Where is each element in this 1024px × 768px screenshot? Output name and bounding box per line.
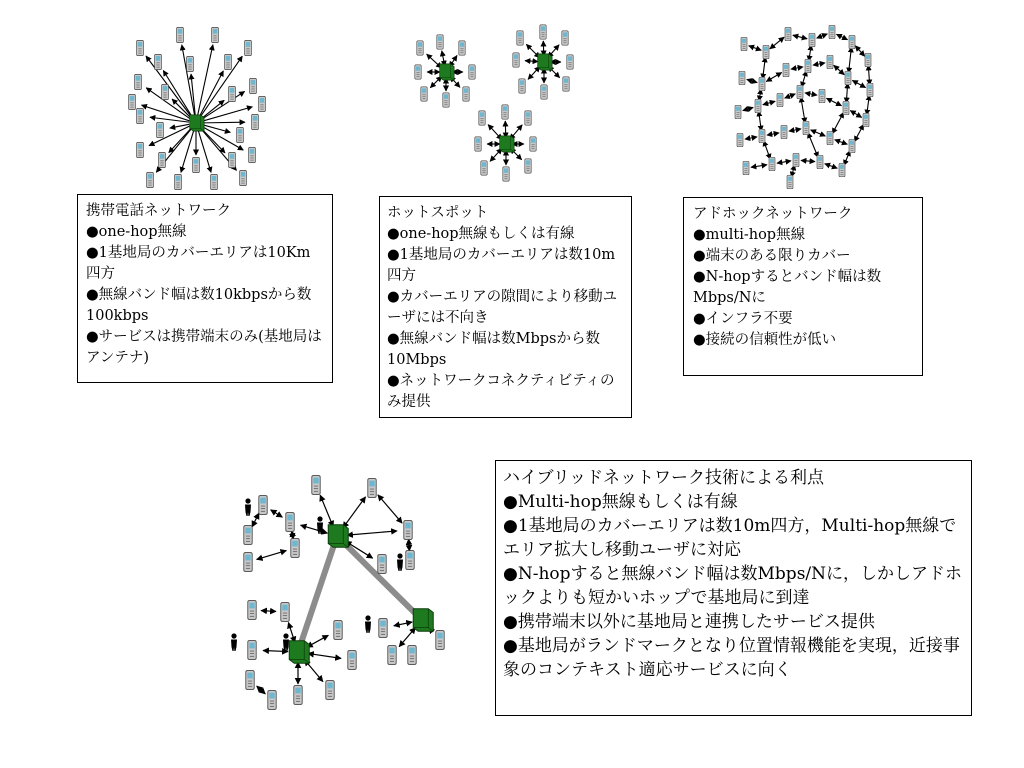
link-arrow: [292, 531, 294, 539]
phone-icon: [827, 131, 833, 145]
base-station-icon: [289, 641, 309, 664]
panel-title: アドホックネットワーク: [693, 206, 853, 222]
link-arrow: [745, 137, 757, 139]
phone-icon: [245, 40, 252, 55]
link-arrow: [793, 35, 807, 39]
phone-icon: [415, 65, 421, 79]
link-arrow: [763, 101, 775, 104]
phone-icon: [348, 651, 356, 670]
link-arrow: [320, 495, 333, 527]
phone-icon: [246, 671, 254, 690]
link-arrow: [868, 65, 869, 85]
phone-icon: [839, 163, 845, 177]
hotspot-network-diagram: [415, 25, 573, 181]
link-arrow: [854, 124, 863, 141]
link-arrow: [378, 495, 402, 523]
panel-item: ●1基地局のカバーエリアは数10m四方: [387, 247, 616, 284]
link-arrow: [751, 165, 767, 167]
link-arrow: [749, 46, 762, 51]
phone-icon: [187, 56, 194, 71]
phone-icon: [769, 157, 775, 171]
phone-icon: [785, 27, 791, 41]
phone-icon: [459, 41, 465, 55]
phone-icon: [829, 25, 835, 39]
panel-title: 携帯電話ネットワーク: [86, 203, 231, 219]
phone-icon: [135, 74, 142, 89]
link-arrow: [766, 73, 781, 82]
phone-icon: [368, 479, 376, 498]
hybrid-advantages-panel: [495, 460, 972, 716]
phone-icon: [406, 551, 414, 570]
link-arrow: [347, 531, 397, 535]
phone-icon: [737, 133, 743, 147]
phone-icon: [513, 53, 519, 67]
link-arrow: [826, 98, 841, 106]
phone-icon: [286, 513, 294, 532]
phone-icon: [229, 86, 236, 101]
phone-icon: [479, 111, 485, 125]
panel-item: ●ネットワークコネクティビティのみ提供: [387, 373, 615, 410]
phone-icon: [763, 45, 769, 59]
base-station-icon: [538, 54, 552, 70]
link-arrow: [767, 133, 779, 135]
phone-icon: [211, 174, 218, 189]
phone-icon: [129, 94, 136, 109]
link-arrow: [785, 94, 796, 98]
link-arrow: [343, 497, 366, 528]
phone-icon: [805, 59, 811, 73]
phone-icon: [294, 686, 302, 705]
panel-item: ●multi-hop無線: [693, 227, 806, 243]
phone-icon: [147, 172, 154, 187]
link-arrow: [271, 510, 283, 517]
phone-icon: [475, 137, 481, 151]
phone-icon: [517, 31, 523, 45]
wired-link: [298, 536, 337, 652]
link-arrow: [181, 130, 194, 173]
phone-icon: [803, 121, 809, 135]
phone-icon: [249, 147, 256, 162]
panel-item: ●インフラ不要: [693, 311, 793, 327]
phone-icon: [443, 93, 449, 107]
phone-icon: [865, 53, 871, 67]
phone-icon: [562, 31, 568, 45]
phone-icon: [519, 79, 525, 93]
link-arrow: [257, 686, 266, 694]
link-arrow: [763, 57, 766, 79]
phone-icon: [793, 153, 799, 167]
panel-item: ●one-hop無線もしくは有線: [387, 226, 575, 242]
phone-icon: [503, 167, 509, 181]
phone-icon: [525, 111, 531, 125]
phone-icon: [781, 125, 787, 139]
panel-item: ●カバーエリアの隙間により移動ユーザには不向き: [387, 289, 618, 326]
phone-icon: [759, 129, 765, 143]
link-arrow: [791, 67, 803, 69]
phone-icon: [404, 521, 412, 540]
link-arrow: [263, 650, 288, 651]
hotspot-panel: [379, 196, 632, 418]
link-arrow: [200, 56, 242, 117]
phone-icon: [162, 84, 169, 99]
phone-icon: [421, 87, 427, 101]
link-arrow: [809, 45, 811, 61]
phone-icon: [849, 139, 855, 153]
phone-icon: [175, 174, 182, 189]
link-arrow: [288, 622, 295, 642]
phone-icon: [463, 87, 469, 101]
phone-icon: [863, 113, 869, 127]
link-arrow: [834, 65, 845, 74]
link-arrow: [844, 151, 850, 166]
phone-icon: [735, 105, 741, 119]
phone-icon: [244, 526, 252, 545]
link-arrow: [759, 111, 762, 131]
phone-icon: [326, 681, 334, 700]
phone-icon: [237, 127, 244, 142]
panel-item: ●基地局がランドマークとなり位置情報機能を実現，近接事象のコンテキスト適応サービスに向く: [503, 636, 960, 680]
link-arrow: [850, 111, 861, 118]
panel-item: ●N-hopするとバンド幅は数Mbps/Nに: [693, 269, 882, 306]
phone-icon: [819, 89, 825, 103]
phone-icon: [502, 105, 508, 119]
link-arrow: [743, 107, 753, 110]
link-arrow: [801, 97, 805, 123]
link-arrow: [307, 635, 329, 647]
phone-icon: [541, 85, 547, 99]
adhoc-network-diagram: [735, 25, 873, 189]
link-arrow: [308, 653, 341, 658]
phone-icon: [250, 78, 257, 93]
link-arrow: [836, 34, 847, 40]
link-arrow: [832, 112, 843, 133]
person-icon: [245, 498, 251, 516]
base-station-icon: [190, 115, 204, 131]
person-icon: [283, 633, 289, 651]
phone-icon: [777, 93, 783, 107]
link-arrow: [867, 95, 870, 115]
base-station-icon: [328, 525, 348, 548]
phone-icon: [759, 77, 765, 91]
link-arrow: [777, 161, 791, 163]
link-arrow: [203, 122, 245, 123]
link-arrow: [301, 525, 328, 533]
phone-icon: [563, 77, 569, 91]
phone-icon: [229, 152, 236, 167]
panel-title: ホットスポット: [387, 205, 489, 221]
link-arrow: [399, 628, 415, 647]
phone-icon: [567, 55, 573, 69]
phone-icon: [408, 646, 416, 665]
base-station-icon: [413, 609, 433, 632]
phone-icon: [743, 161, 749, 175]
phone-icon: [540, 25, 546, 39]
phone-icon: [378, 555, 386, 574]
panel-item: ●Multi-hop無線もしくは有線: [503, 492, 738, 512]
phone-icon: [268, 691, 276, 710]
link-arrow: [150, 117, 189, 122]
link-arrow: [835, 140, 848, 145]
phone-icon: [417, 41, 423, 55]
base-station-icon: [440, 64, 454, 80]
phone-icon: [157, 122, 164, 137]
panel-item: ●サービスは携帯端末のみ(基地局はアンテナ): [86, 329, 322, 366]
link-arrow: [199, 71, 223, 117]
person-icon: [231, 633, 237, 651]
phone-icon: [252, 114, 259, 129]
phone-icon: [225, 54, 232, 69]
phone-icon: [437, 35, 443, 49]
phone-icon: [291, 539, 299, 558]
phone-icon: [845, 71, 851, 85]
phone-icon: [388, 646, 396, 665]
phone-icon: [741, 37, 747, 51]
panel-item: ●one-hop無線: [86, 224, 187, 240]
hybrid-network-diagram: [231, 476, 444, 710]
phone-icon: [193, 157, 200, 172]
link-arrow: [490, 148, 502, 161]
phone-icon: [739, 71, 745, 85]
phone-icon: [797, 85, 803, 99]
link-arrow: [808, 133, 818, 158]
phone-icon: [259, 96, 266, 111]
link-arrow: [801, 71, 806, 87]
link-arrow: [409, 539, 410, 551]
phone-icon: [137, 142, 144, 157]
link-arrow: [257, 551, 287, 560]
link-arrow: [394, 622, 412, 626]
panel-title: ハイブリッドネットワーク技術による利点: [503, 468, 824, 488]
phone-icon: [155, 54, 162, 69]
phone-icon: [809, 33, 815, 47]
panel-item: ●無線バンド幅は数Mbpsから数10Mbps: [387, 331, 601, 368]
link-arrow: [801, 160, 815, 161]
phone-icon: [827, 55, 833, 69]
link-arrow: [764, 141, 771, 160]
phone-icon: [817, 155, 823, 169]
link-arrow: [747, 79, 757, 82]
phone-icon: [843, 101, 849, 115]
phone-icon: [248, 601, 256, 620]
link-arrow: [811, 130, 826, 136]
cellular-network-panel: [77, 194, 333, 383]
phone-icon: [137, 40, 144, 55]
panel-item: ●携帯端末以外に基地局と連携したサービス提供: [503, 612, 875, 632]
phone-icon: [177, 27, 184, 42]
panel-item: ●接続の信頼性が低い: [693, 332, 837, 348]
panel-item: ●端末のある限りカバー: [693, 248, 851, 264]
phone-icon: [281, 603, 289, 622]
phone-icon: [259, 496, 267, 515]
phone-icon: [212, 27, 219, 42]
phone-icon: [469, 65, 475, 79]
adhoc-network-panel: [683, 197, 923, 376]
phone-icon: [240, 170, 247, 185]
panel-item: ●無線バンド幅は数10kbpsから数100kbps: [86, 287, 312, 324]
link-arrow: [252, 513, 259, 527]
link-arrow: [849, 47, 852, 73]
link-arrow: [789, 129, 801, 131]
cellular-network-diagram: [129, 27, 266, 189]
link-arrow: [817, 34, 828, 38]
link-arrow: [182, 45, 195, 116]
link-arrow: [805, 93, 817, 95]
phone-icon: [787, 175, 793, 189]
phone-icon: [436, 631, 444, 650]
link-arrow: [528, 66, 540, 79]
phone-icon: [244, 553, 252, 572]
phone-icon: [867, 83, 873, 97]
person-icon: [397, 553, 403, 571]
link-arrow: [846, 83, 847, 103]
link-arrow: [813, 63, 825, 65]
link-arrow: [770, 37, 784, 49]
phone-icon: [334, 621, 342, 640]
person-icon: [365, 615, 371, 633]
link-arrow: [261, 611, 276, 612]
phone-icon: [525, 159, 531, 173]
phone-icon: [379, 619, 387, 638]
base-station-icon: [500, 136, 514, 152]
phone-icon: [783, 63, 789, 77]
link-arrow: [855, 46, 864, 57]
panel-item: ●1基地局のカバーエリアは10Km四方: [86, 245, 311, 282]
link-arrow: [525, 61, 538, 62]
phone-icon: [530, 137, 536, 151]
phone-icon: [481, 161, 487, 175]
link-arrow: [852, 80, 865, 87]
link-arrow: [505, 121, 506, 138]
panel-item: ●1基地局のカバーエリアは数10m四方，Multi-hop無線でエリア拡大し移動ユーザに対応: [503, 516, 957, 560]
link-arrow: [825, 164, 838, 169]
phone-icon: [755, 99, 761, 113]
phone-icon: [159, 152, 166, 167]
phone-icon: [137, 108, 144, 123]
panel-item: ●N-hopすると無線バンド幅は数Mbps/Nに，しかしアドホックよりも短かいホップで基地局に到達: [503, 564, 963, 608]
phone-icon: [312, 476, 320, 495]
phone-icon: [849, 35, 855, 49]
phone-icon: [248, 641, 256, 660]
